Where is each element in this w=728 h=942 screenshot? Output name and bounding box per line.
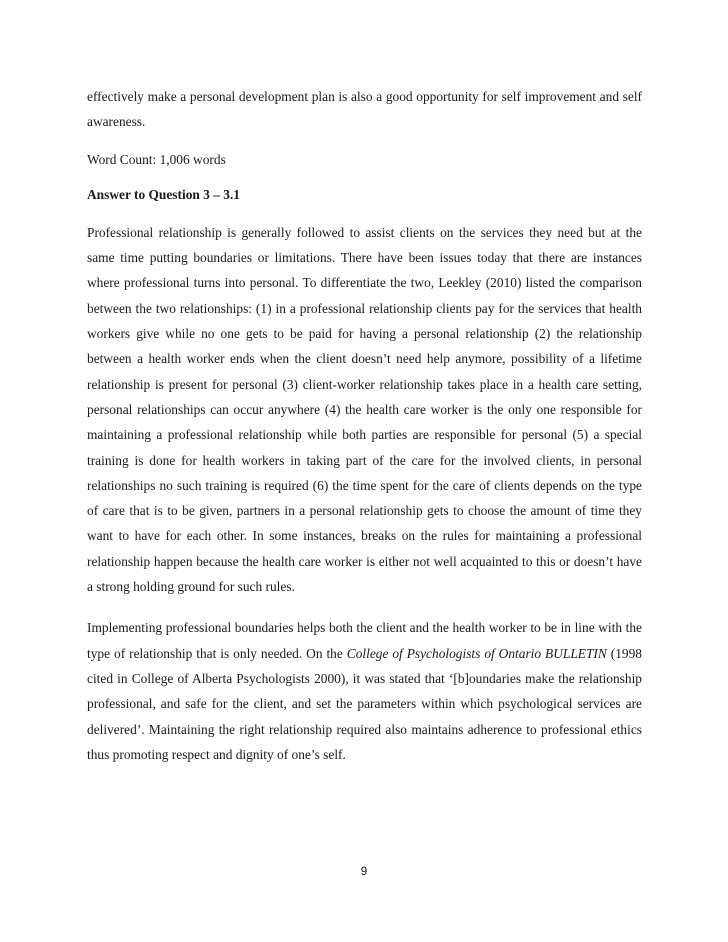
- section-heading: Answer to Question 3 – 3.1: [87, 186, 241, 202]
- bulletin-title: College of Psychologists of Ontario BULLETIN: [346, 645, 607, 661]
- body-paragraph-1: Professional relationship is generally followed to assist clients on the services they need but at the same time putting boundaries or limitations. There have been issues today that there are instances where professional turns into personal. To differentiate the two, Leekley (2010) listed the comparison between the two relationships: (1) in a professional relationship clients pay for the services that health workers give while no one gets to be paid for having a personal relationship (2) the relationship between a health worker ends when the client doesn’t need help anymore, possibility of a lifetime relationship is present for personal (3) client-worker relationship takes place in a health care setting, personal relationships can occur anywhere (4) the health care worker is the only one responsible for maintaining a professional relationship while both parties are responsible for personal (5) a special training is done for health workers in taking part of the care for the involved clients, in personal relationships no such training is required (6) the time spent for the care of clients depends on the type of care that is to be given, partners in a personal relationship gets to choose the amount of time they want to have for each other. In some instances, breaks on the rules for maintaining a professional relationship happen because the health care worker is either not well acquainted to this or doesn’t have a strong holding ground for such rules.: [87, 224, 642, 595]
- body-paragraph-2: [87, 615, 642, 767]
- word-count: Word Count: 1,006 words: [87, 151, 226, 167]
- paragraph-2-part-b: (1998 cited in College of Alberta Psychologists 2000), it was stated that ‘[b]oundaries make the relationship professional, and safe for the client, and set the parameters within which psychological services are delivered’. Maintaining the right relationship required also maintains adherence to professional ethics thus promoting respect and dignity of one’s self.: [87, 645, 642, 762]
- intro-paragraph: effectively make a personal development plan is also a good opportunity for self improvement and self awareness.: [87, 89, 642, 130]
- document-page: [87, 84, 642, 783]
- page-number: 9: [360, 866, 368, 878]
- paragraph-2-part-a: Implementing professional boundaries helps both the client and the health worker to be in line with the type of relationship that is only needed. On the: [87, 620, 642, 661]
